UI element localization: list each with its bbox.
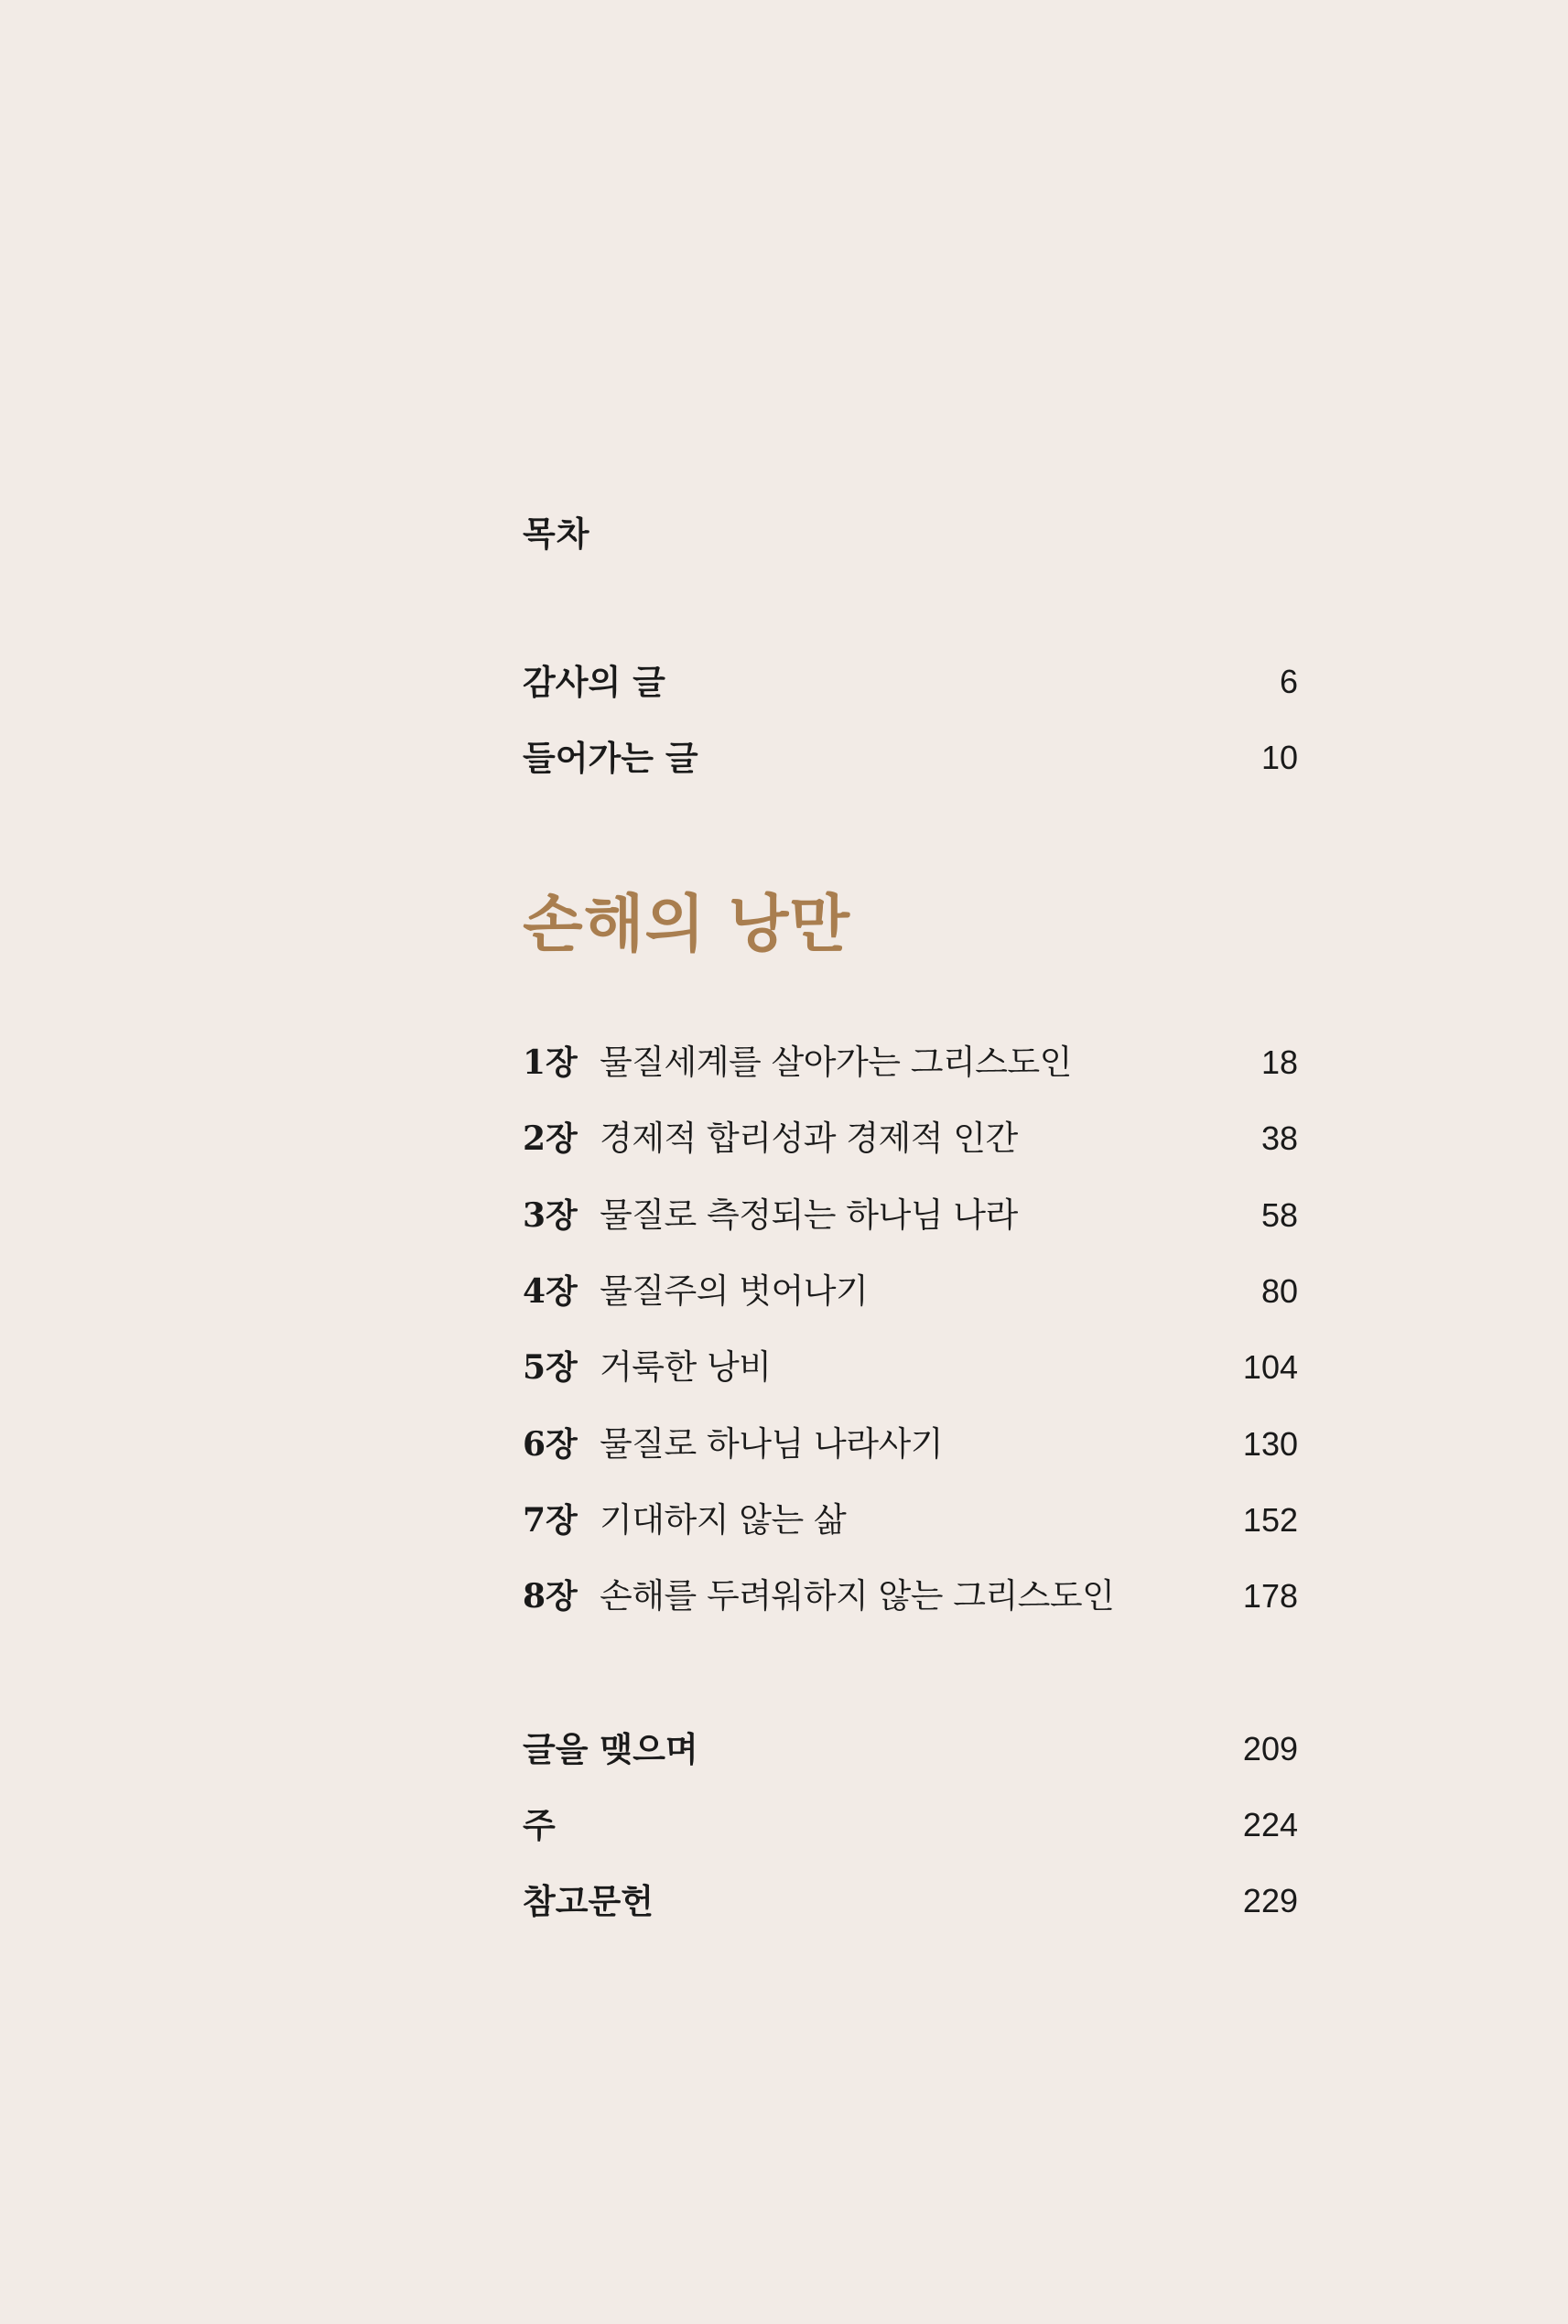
toc-chapter-7[interactable] [523, 1497, 1298, 1543]
chapter-page: 80 [1260, 1272, 1298, 1310]
chapter-page: 178 [1242, 1577, 1298, 1615]
toc-chapter-8[interactable] [523, 1573, 1298, 1619]
chapter-title: 물질로 하나님 나라사기 [600, 1424, 943, 1464]
chapter-title: 기대하지 않는 삶 [600, 1500, 847, 1540]
toc-chapter-2[interactable] [523, 1116, 1298, 1162]
chapter-number: 6장 [523, 1425, 578, 1464]
toc-chapter-1[interactable] [523, 1040, 1298, 1086]
chapter-page: 38 [1260, 1119, 1298, 1157]
toc-chapter-6[interactable] [523, 1421, 1298, 1467]
toc-entry-closing[interactable] [523, 1726, 1298, 1772]
entry-page: 10 [1260, 739, 1298, 776]
toc-heading: 목차 [523, 513, 590, 554]
chapter-page: 130 [1242, 1425, 1298, 1463]
toc-entry-introduction[interactable] [523, 735, 1298, 781]
chapter-title: 경제적 합리성과 경제적 인간 [600, 1119, 1018, 1158]
chapter-title: 물질로 측정되는 하나님 나라 [600, 1195, 1018, 1235]
chapter-page: 18 [1260, 1043, 1298, 1081]
toc-chapter-5[interactable] [523, 1345, 1298, 1390]
toc-chapter-4[interactable] [523, 1269, 1298, 1314]
entry-page: 209 [1242, 1730, 1298, 1767]
chapter-number: 4장 [523, 1272, 578, 1311]
entry-title: 참고문헌 [523, 1881, 654, 1921]
entry-title: 주 [523, 1805, 556, 1845]
chapter-page: 152 [1242, 1501, 1298, 1539]
chapter-title: 물질세계를 살아가는 그리스도인 [600, 1043, 1072, 1082]
entry-title: 들어가는 글 [523, 738, 698, 778]
chapter-title: 손해를 두려워하지 않는 그리스도인 [600, 1576, 1115, 1616]
chapter-number: 2장 [523, 1119, 578, 1158]
part-title: 손해의 낭만 [523, 888, 851, 961]
chapter-number: 5장 [523, 1348, 578, 1387]
chapter-page: 58 [1260, 1196, 1298, 1234]
chapter-number: 7장 [523, 1501, 578, 1540]
entry-title: 글을 맺으며 [523, 1729, 698, 1769]
entry-page: 229 [1242, 1882, 1298, 1919]
toc-chapter-3[interactable] [523, 1193, 1298, 1238]
entry-page: 6 [1279, 663, 1298, 700]
entry-title: 감사의 글 [523, 662, 665, 702]
toc-entry-notes[interactable] [523, 1802, 1298, 1848]
toc-entry-references[interactable] [523, 1878, 1298, 1924]
chapter-number: 3장 [523, 1196, 578, 1235]
chapter-number: 1장 [523, 1043, 578, 1082]
entry-page: 224 [1242, 1806, 1298, 1843]
chapter-page: 104 [1242, 1348, 1298, 1386]
chapter-title: 거룩한 낭비 [600, 1347, 772, 1387]
chapter-title: 물질주의 벗어나기 [600, 1271, 869, 1311]
toc-entry-acknowledgements[interactable] [523, 659, 1298, 705]
chapter-number: 8장 [523, 1577, 578, 1616]
